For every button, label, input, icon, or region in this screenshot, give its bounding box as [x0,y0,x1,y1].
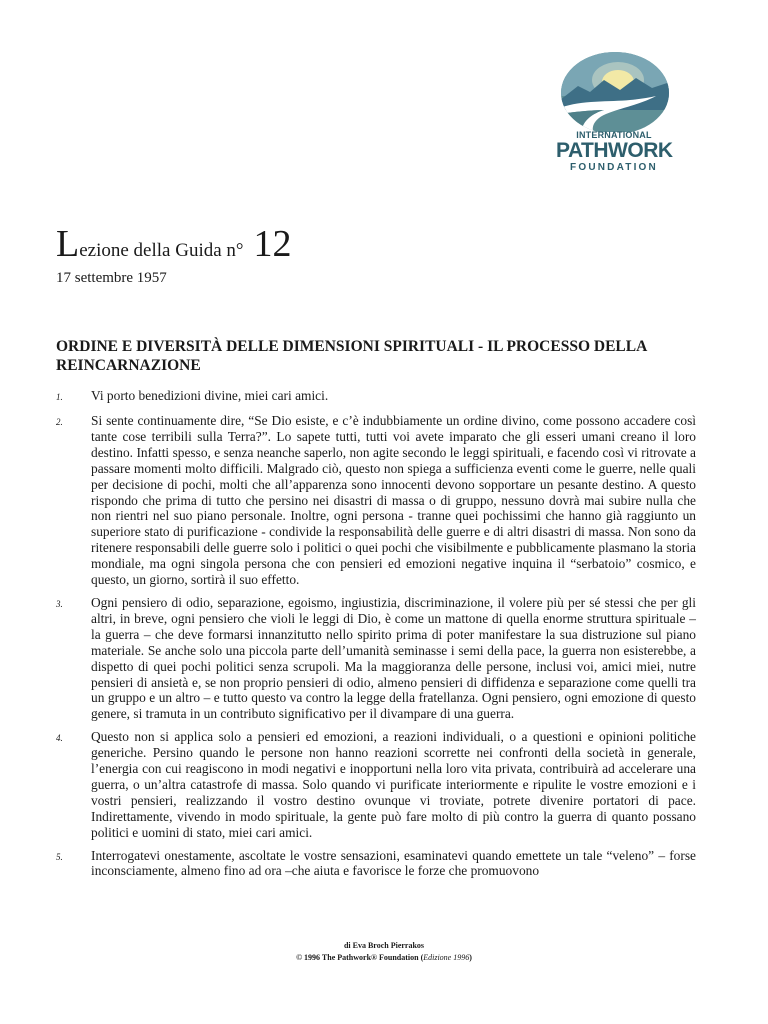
lesson-date: 17 settembre 1957 [56,270,167,286]
paragraph-number: 5. [56,851,63,862]
paragraph [56,848,696,880]
pathwork-landscape-icon [560,50,670,132]
paragraph-number: 1. [56,392,63,402]
paragraph [56,413,696,588]
footer-copyright [0,952,768,964]
paragraph-text: Vi porto benedizioni divine, miei cari amici. [91,388,329,403]
paragraph [56,388,696,406]
pathwork-logo [556,50,672,173]
paragraph-text: Questo non si applica solo a pensieri ed emozioni, a reazioni individuali, o a questioni e opinioni politiche generiche. Persino quando le persone non hanno reazioni scorrette nei confronti della società in generale, l’energia con cui reagiscono in modi negativi e inopportuni nella loro vita privata, contribuirà ad accelerare una guerra, o un’altra catastrofe di massa. Solo quando vi purificate interiormente e ripulite le vostre emozioni e i vostri pensieri, realizzando il vostro destino ovunque vi troviate, potrete divenire portatori di pace. Indirettamente, vivendo in modo spirituale, la gente può fare molto di più contro la guerra di quanto possano politici e uomini di stato, miei cari amici. [91,729,696,840]
paragraph [56,595,696,722]
copyright-text: © 1996 The Pathwork® Foundation ( [296,953,424,962]
paragraph-number: 4. [56,733,63,744]
footer-author: di Eva Broch Pierrakos [343,941,425,950]
paragraph-number: 3. [56,598,63,609]
paragraph-list [56,388,696,886]
copyright-close: ) [469,953,472,962]
logo-foundation: FOUNDATION [570,162,658,173]
title-initial: L [56,223,80,265]
paragraph-text: Interrogatevi onestamente, ascoltate le vostre sensazioni, esaminatevi quando emettete un tale “veleno” – forse inconsciamente, almeno fino ad ora –che aiuta e favorisce le forze che promuovono [91,847,696,879]
logo-pathwork: PATHWORK [556,139,673,162]
lesson-heading: ORDINE E DIVERSITÀ DELLE DIMENSIONI SPIRITUALI - IL PROCESSO DELLA REINCARNAZIONE [56,338,647,374]
lesson-title [56,222,292,266]
page-footer [0,940,768,964]
paragraph-number: 2. [56,417,63,427]
paragraph-text: Ogni pensiero di odio, separazione, egoismo, ingiustizia, discriminazione, il volere più per sé stessi che per gli altri, in breve, ogni pensiero che violi le leggi di Dio, è come un mattone di quella enorme struttura spirituale – la guerra – che deve formarsi innanzitutto nello spirito prima di poter manifestare la sua distruzione sul piano materiale. Se anche solo una piccola parte dell’umanità seminasse i semi della pace, la guerra non esisterebbe, a dispetto di quei pochi politici senza scrupoli. Ma la maggioranza delle persone, inclusi voi, amici miei, nutre pensieri di ansietà e, se non proprio pensieri di odio, almeno pensieri di diffidenza e separazione come quelli tra un gruppo e un altro – e tutto questo va contro la legge della fratellanza. Ogni pensiero, ogni emozione di questo genere, si tramuta in un contributo significativo per il divampare di una guerra. [91,594,696,722]
title-text: ezione della Guida n° [79,240,244,261]
lesson-number: 12 [253,223,292,265]
paragraph [56,729,696,840]
logo-international: INTERNATIONAL [576,130,652,140]
paragraph-text: Si sente continuamente dire, “Se Dio esiste, e c’è indubbiamente un ordine divino, come possono accadere così tante cose terribili sulla Terra?”. Lo sapete tutti, tutti voi avete imparato che gli esseri umani creano il loro destino. Infatti spesso, e senza neanche saperlo, non agite secondo le leggi spirituali, e facendo così vi ritrovate a passare momenti molto difficili. Malgrado ciò, questo non spiega a sufficienza eventi come le guerre, nelle quali per decisione di pochi, molti che all’apparenza sono innocenti devono sopportare un pesante destino. A questo rispondo che prima di tutto che persino nei disastri di massa o di gruppo, nessuno dovrà mai subire nulla che non rientri nel suo piano personale. Inoltre, ogni persona - tranne quei pochissimi che hanno già raggiunto un superiore stato di purificazione - condivide la responsabilità delle guerre e di altri disastri di massa. Non sono da ritenere responsabili delle guerre solo i politici o quei pochi che visibilmente e pubblicamente plasmano la storia mondiale, ma ogni singola persona che con pensieri ed emozioni negative inquina il “serbatoio” cosmico, e questo, un giorno, sortirà il suo effetto. [91,413,696,588]
edition-text: Edizione 1996 [423,953,470,962]
